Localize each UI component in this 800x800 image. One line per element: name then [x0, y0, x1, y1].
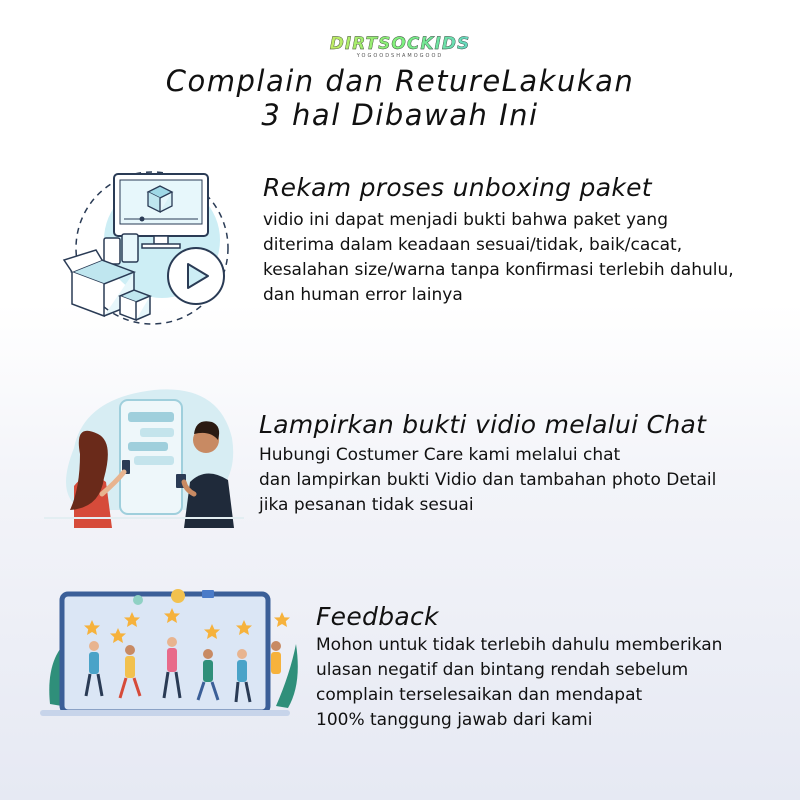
step-1-body — [263, 208, 734, 308]
step-3-line: Mohon untuk tidak terlebih dahulu memberikan — [316, 635, 723, 655]
unboxing-video-illustration — [62, 168, 242, 328]
step-2-line: jika pesanan tidak sesuai — [259, 495, 474, 515]
step-1-line: diterima dalam keadaan sesuai/tidak, baik/cacat, — [263, 235, 683, 255]
step-3-body — [316, 633, 722, 733]
brand-name: DIRTSOCKIDS — [0, 34, 800, 54]
step-1 — [263, 173, 734, 308]
feedback-stars-illustration — [40, 584, 300, 724]
step-2-heading: Lampirkan bukti vidio melalui Chat — [259, 410, 707, 439]
brand-logo — [0, 34, 800, 59]
step-3-line: complain terselesaikan dan mendapat — [316, 685, 643, 705]
step-1-line: vidio ini dapat menjadi bukti bahwa paket yang — [263, 210, 668, 230]
step-3-heading: Feedback — [316, 602, 439, 631]
step-1-heading: Rekam proses unboxing paket — [263, 173, 652, 202]
step-2-line: dan lampirkan bukti Vidio dan tambahan photo Detail — [259, 470, 717, 490]
page-title-line-2: 3 hal Dibawah Ini — [261, 98, 539, 132]
brand-tagline: YOGOODSHAMOGOOD — [356, 53, 444, 59]
step-3-line: ulasan negatif dan bintang rendah sebelum — [316, 660, 689, 680]
step-3 — [316, 602, 722, 733]
step-2 — [259, 410, 716, 518]
chat-illustration — [44, 378, 244, 528]
step-2-line: Hubungi Costumer Care kami melalui chat — [259, 445, 621, 465]
step-3-line: 100% tanggung jawab dari kami — [316, 710, 593, 730]
page-title-line-1: Complain dan RetureLakukan — [165, 64, 635, 98]
step-1-line: dan human error lainya — [263, 285, 463, 305]
step-2-body — [259, 443, 716, 518]
step-1-line: kesalahan size/warna tanpa konfirmasi terlebih dahulu, — [263, 260, 734, 280]
page-title — [0, 64, 800, 132]
